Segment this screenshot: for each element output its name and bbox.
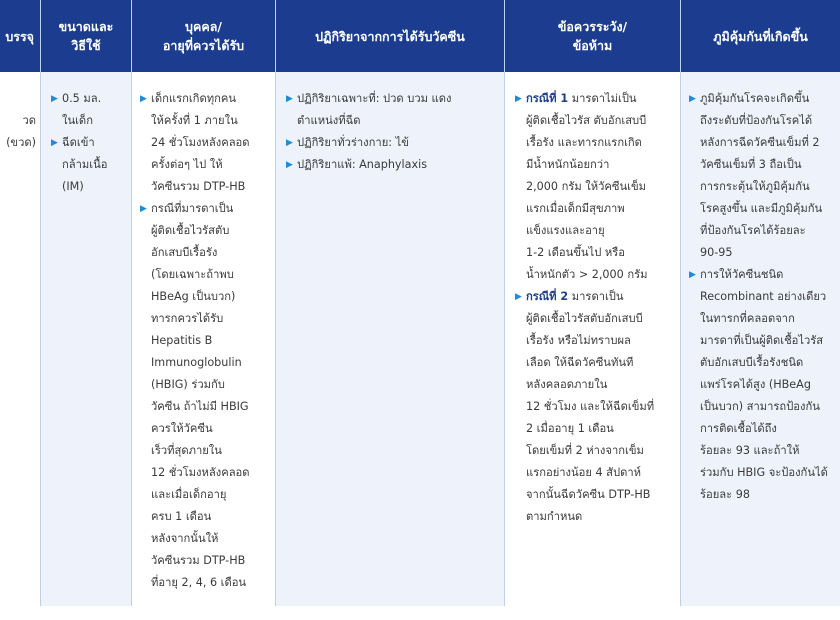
header-precautions: ข้อควรระวัง/ ข้อห้าม <box>505 0 680 72</box>
page-bottom-margin <box>0 606 840 620</box>
triangle-right-icon: ▶ <box>286 138 293 148</box>
column-divider <box>504 0 505 606</box>
dosage-content <box>51 88 129 198</box>
precautions-content <box>515 88 678 528</box>
triangle-right-icon: ▶ <box>286 160 293 170</box>
triangle-right-icon: ▶ <box>515 94 522 104</box>
triangle-right-icon: ▶ <box>51 138 58 148</box>
header-dosage: ขนาดและ วิธีใช้ <box>41 0 131 72</box>
list-item: ▶ กรณีที่ 1 มารดาไม่เป็น ผู้ติดเชื้อไวรัส ตับอักเสบบี เรื้อรัง และทารกแรกเกิด มีน้ำหนักน้อยกว่า 2,000 กรัม ให้วัคซีนเข็ม แรกเมื่อเด็กมีสุขภาพ แข็งแรงและอายุ 1-2 เดือนขึ้นไป หรือ น้ำหนักตัว > 2,000 กรัม <box>515 88 678 286</box>
column-recipients <box>132 0 275 606</box>
reactions-content <box>286 88 502 176</box>
column-divider <box>275 0 276 606</box>
list-item: ▶ ปฏิกิริยาเฉพาะที่: ปวด บวม แดง ตำแหน่งที่ฉีด <box>286 88 502 132</box>
header-reactions: ปฏิกิริยาจากการได้รับวัคซีน <box>276 0 504 72</box>
list-item: ▶ ภูมิคุ้มกันโรคจะเกิดขึ้น ถึงระดับที่ป้องกันโรคได้ หลังการฉีดวัคซีนเข็มที่ 2 วัคซีนเข็มที่ 3 ถือเป็น การกระตุ้นให้ภูมิคุ้มกัน โรคสูงขึ้น และมีภูมิคุ้มกัน ที่ป้องกันโรคได้ร้อยละ 90-95 <box>689 88 839 264</box>
recipients-content <box>140 88 274 594</box>
case-1-label: กรณีที่ 1 <box>526 92 569 105</box>
header-recipients: บุคคล/ อายุที่ควรได้รับ <box>132 0 275 72</box>
column-divider <box>40 0 41 606</box>
triangle-right-icon: ▶ <box>689 270 696 280</box>
list-item: ▶ ปฏิกิริยาทั่วร่างกาย: ไข้ <box>286 132 502 154</box>
case-2-label: กรณีที่ 2 <box>526 290 569 303</box>
column-divider <box>131 0 132 606</box>
triangle-right-icon: ▶ <box>140 94 147 104</box>
list-item: ▶ การให้วัคซีนชนิด Recombinant อย่างเดียว ในทารกที่คลอดจาก มารดาที่เป็นผู้ติดเชื้อไวรัส ตับอักเสบบีเรื้อรังชนิด แพร่โรคได้สูง (HBeAg เป็นบวก) สามารถป้องกัน การติดเชื้อได้ถึง ร้อยละ 93 และถ้าให้ ร่วมกับ HBIG จะป้องกันได้ ร้อยละ 98 <box>689 264 839 506</box>
triangle-right-icon: ▶ <box>515 292 522 302</box>
column-packaging <box>0 0 40 606</box>
triangle-right-icon: ▶ <box>286 94 293 104</box>
list-item: ▶ ฉีดเข้า กล้ามเนื้อ (IM) <box>51 132 129 198</box>
triangle-right-icon: ▶ <box>51 94 58 104</box>
triangle-right-icon: ▶ <box>689 94 696 104</box>
packaging-content: วด (ขวด) <box>6 114 36 149</box>
list-item: ▶ กรณีที่ 2 มารดาเป็น ผู้ติดเชื้อไวรัสตับอักเสบบี เรื้อรัง หรือไม่ทราบผล เลือด ให้ฉีดวัคซีนทันที หลังคลอดภายใน 12 ชั่วโมง และให้ฉีดเข็มที่ 2 เมื่ออายุ 1 เดือน โดยเข็มที่ 2 ห่างจากเข็ม แรกอย่างน้อย 4 สัปดาห์ จากนั้นฉีดวัคซีน DTP-HB ตามกำหนด <box>515 286 678 528</box>
list-item: ▶ ปฏิกิริยาแพ้: Anaphylaxis <box>286 154 502 176</box>
header-packaging: บรรจุ <box>0 0 40 72</box>
triangle-right-icon: ▶ <box>140 204 147 214</box>
column-precautions <box>505 0 680 606</box>
column-divider <box>680 0 681 606</box>
column-dosage <box>41 0 131 606</box>
list-item: ▶ กรณีที่มารดาเป็น ผู้ติดเชื้อไวรัสตับ อักเสบบีเรื้อรัง (โดยเฉพาะถ้าพบ HBeAg เป็นบวก) ทารกควรได้รับ Hepatitis B Immunoglobulin (HBIG) ร่วมกับ วัคซีน ถ้าไม่มี HBIG ควรให้วัคซีน เร็วที่สุดภายใน 12 ชั่วโมงหลังคลอด และเมื่อเด็กอายุ ครบ 1 เดือน หลังจากนั้นให้ วัคซีนรวม DTP-HB ที่อายุ 2, 4, 6 เดือน <box>140 198 274 594</box>
header-immunity: ภูมิคุ้มกันที่เกิดขึ้น <box>681 0 840 72</box>
immunity-content <box>689 88 839 506</box>
list-item: ▶ เด็กแรกเกิดทุกคน ให้ครั้งที่ 1 ภายใน 24 ชั่วโมงหลังคลอด ครั้งต่อๆ ไป ให้ วัคซีนรวม DTP-HB <box>140 88 274 198</box>
column-immunity <box>681 0 840 606</box>
column-reactions <box>276 0 504 606</box>
list-item: ▶ 0.5 มล. ในเด็ก <box>51 88 129 132</box>
